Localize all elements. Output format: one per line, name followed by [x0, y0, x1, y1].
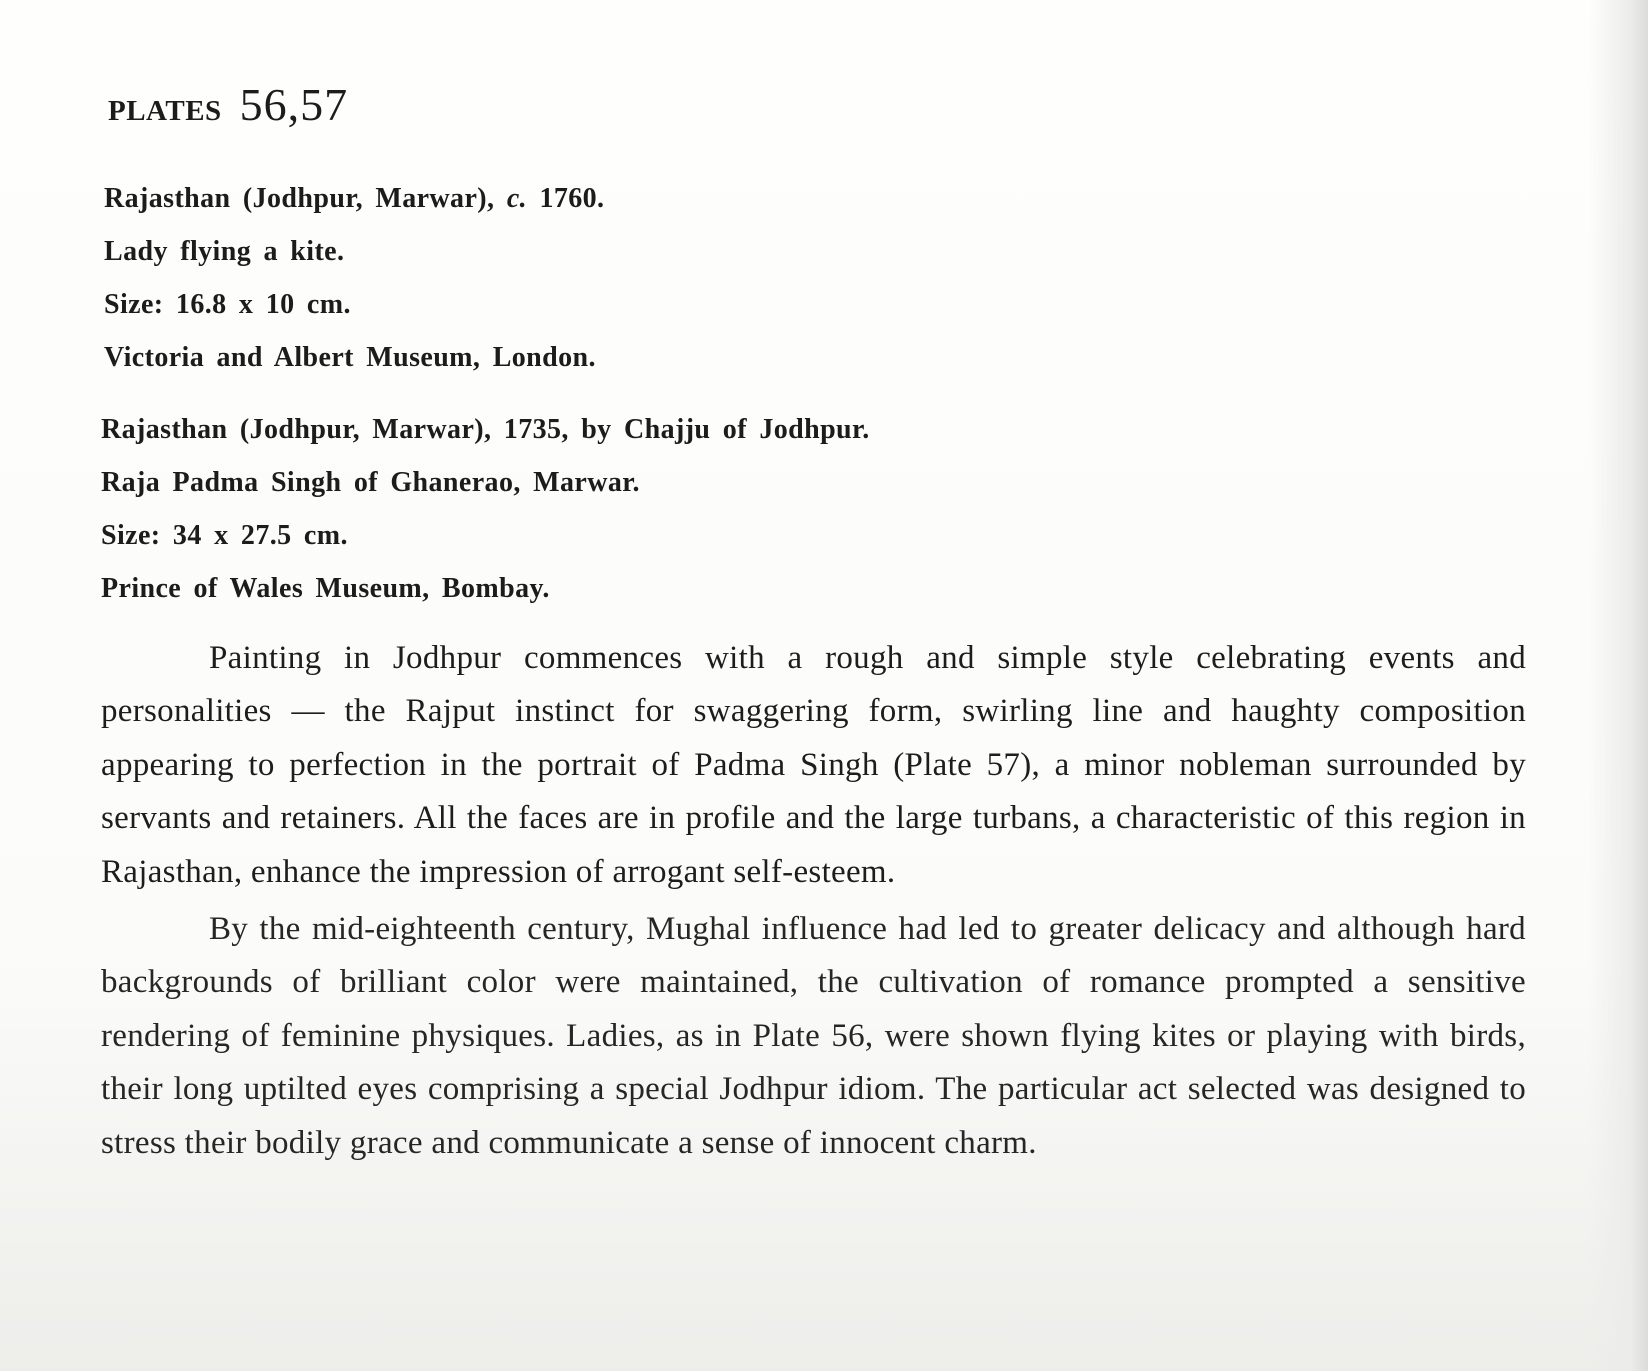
plate-57-caption — [101, 403, 870, 615]
paragraph: Painting in Jodhpur commences with a rough and simple style celebrating events and personalities — the Rajput instinct for swaggering form, swirling line and haughty composition appearing to perfection in the portrait of Padma Singh (Plate 57), a minor nobleman surrounded by servants and retainers. All the faces are in profile and the large turbans, a characteristic of this region in Rajasthan, enhance the impression of arrogant self-esteem. — [101, 640, 1526, 890]
plate-56-origin: Rajasthan (Jodhpur, Marwar), c. 1760. — [104, 183, 605, 214]
plate-57-title: Raja Padma Singh of Ghanerao, Marwar. — [101, 467, 640, 498]
page-edge-shadow — [1588, 0, 1648, 1371]
plate-numbers: 56,57 — [239, 79, 349, 130]
plate-56-title: Lady flying a kite. — [104, 236, 345, 267]
plate-56-collection: Victoria and Albert Museum, London. — [104, 342, 596, 373]
commentary-text — [101, 632, 1526, 1170]
plate-56-caption — [104, 172, 604, 384]
paragraph: By the mid-eighteenth century, Mughal influence had led to greater delicacy and although hard backgrounds of brilliant color were maintained, the cultivation of romance prompted a sensitive rendering of feminine physiques. Ladies, as in Plate 56, were shown flying kites or playing with birds, their long uptilted eyes comprising a special Jodhpur idiom. The particular act selected was designed to stress their bodily grace and communicate a sense of innocent charm. — [101, 911, 1526, 1161]
plate-56-size: Size: 16.8 x 10 cm. — [104, 289, 351, 320]
plate-57-size: Size: 34 x 27.5 cm. — [101, 520, 348, 551]
plates-label: PLATES — [108, 95, 222, 127]
plate-57-collection: Prince of Wales Museum, Bombay. — [101, 573, 550, 604]
plate-57-origin: Rajasthan (Jodhpur, Marwar), 1735, by Chajju of Jodhpur. — [101, 414, 870, 445]
plates-heading — [108, 78, 348, 131]
